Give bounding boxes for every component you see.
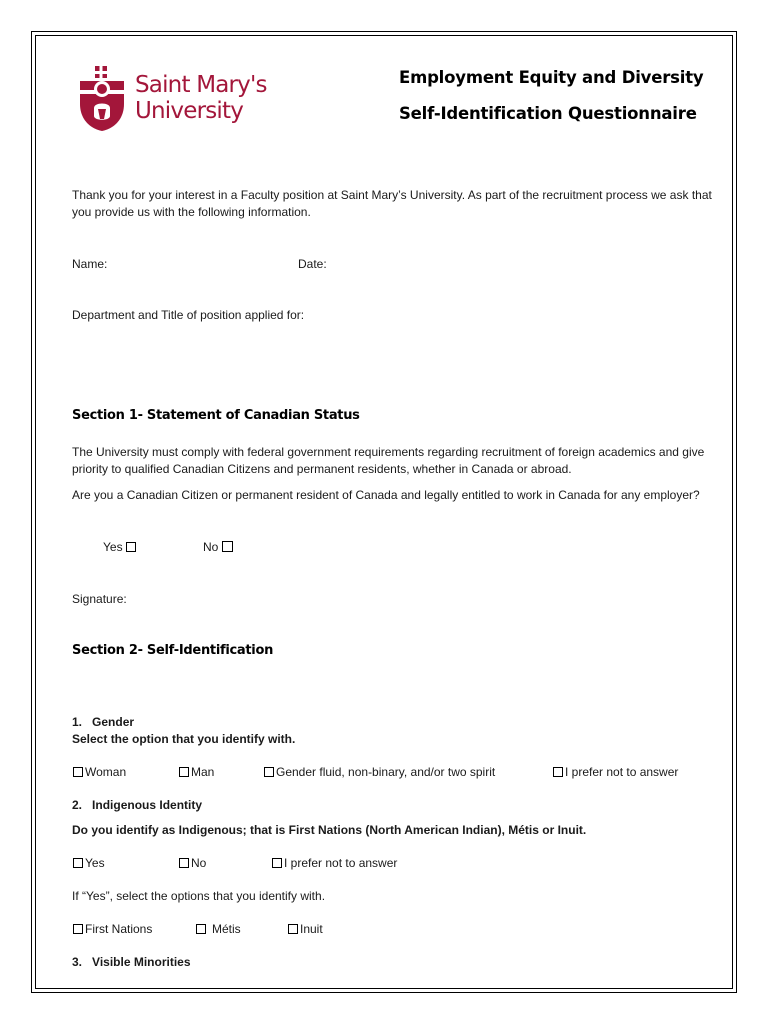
checkbox[interactable] [179, 858, 189, 868]
canadian-status-yes[interactable] [103, 539, 138, 556]
gender-heading [72, 714, 134, 731]
indigenous-option-no[interactable] [179, 855, 206, 872]
option-label: Yes [85, 856, 105, 870]
name-label: Name: [72, 257, 108, 271]
indigenous-heading [72, 797, 202, 814]
option-label: I prefer not to answer [565, 765, 679, 779]
canadian-status-no[interactable] [203, 539, 235, 556]
date-label: Date: [298, 257, 327, 271]
department-label: Department and Title of position applied for: [72, 308, 305, 322]
no-label: No [203, 540, 219, 554]
no-checkbox[interactable] [222, 541, 233, 552]
option-label: Man [191, 765, 215, 779]
checkbox[interactable] [288, 924, 298, 934]
indigenous-number: 2. [72, 798, 83, 812]
page-border-inner [35, 35, 733, 989]
option-label: No [191, 856, 207, 870]
yes-checkbox[interactable] [126, 542, 136, 552]
section2-heading: Section 2- Self-Identification [72, 643, 274, 658]
gender-instruction: Select the option that you identify with. [72, 732, 296, 746]
indigenous-sub-metis[interactable] [196, 921, 241, 938]
intro-text: Thank you for your interest in a Faculty position at Saint Mary’s University. As part of the recruitment process we ask that you provide us with the following information. [72, 188, 712, 219]
option-label: Métis [212, 922, 241, 936]
checkbox[interactable] [73, 924, 83, 934]
checkbox[interactable] [264, 767, 274, 777]
checkbox[interactable] [196, 924, 206, 934]
indigenous-title: Indigenous Identity [92, 798, 203, 812]
gender-option-fluid[interactable] [264, 764, 495, 781]
indigenous-option-prefer-not[interactable] [272, 855, 397, 872]
canadian-status-question: Are you a Canadian Citizen or permanent resident of Canada and legally entitled to work in Canada for any employer? [72, 488, 700, 502]
indigenous-followup: If “Yes”, select the options that you identify with. [72, 889, 326, 903]
gender-number: 1. [72, 715, 83, 729]
university-crest-icon [77, 64, 127, 132]
option-label: First Nations [85, 922, 153, 936]
option-label: Gender fluid, non-binary, and/or two spirit [276, 765, 496, 779]
checkbox[interactable] [272, 858, 282, 868]
option-label: Inuit [300, 922, 323, 936]
checkbox[interactable] [73, 858, 83, 868]
indigenous-option-yes[interactable] [73, 855, 105, 872]
gender-title: Gender [92, 715, 135, 729]
option-label: I prefer not to answer [284, 856, 398, 870]
indigenous-sub-first-nations[interactable] [73, 921, 152, 938]
gender-option-woman[interactable] [73, 764, 126, 781]
checkbox[interactable] [73, 767, 83, 777]
form-title-line2: Self-Identification Questionnaire [399, 104, 697, 123]
visible-minorities-number: 3. [72, 955, 83, 969]
visible-minorities-title: Visible Minorities [92, 955, 191, 969]
gender-option-man[interactable] [179, 764, 214, 781]
indigenous-sub-inuit[interactable] [288, 921, 323, 938]
indigenous-question: Do you identify as Indigenous; that is First Nations (North American Indian), Métis or Inuit. [72, 823, 587, 837]
gender-option-prefer-not[interactable] [553, 764, 678, 781]
section1-paragraph: The University must comply with federal government requirements regarding recruitment of foreign academics and give priority to qualified Canadian Citizens and permanent residents, whether in Canada or abroad. [72, 445, 705, 476]
yes-label: Yes [103, 540, 123, 554]
option-label: Woman [85, 765, 127, 779]
university-logo-text: Saint Mary's University [135, 72, 267, 124]
checkbox[interactable] [553, 767, 563, 777]
visible-minorities-heading [72, 954, 191, 971]
checkbox[interactable] [179, 767, 189, 777]
form-title-line1: Employment Equity and Diversity [399, 68, 704, 87]
section1-heading: Section 1- Statement of Canadian Status [72, 408, 360, 423]
signature-label: Signature: [72, 592, 127, 606]
